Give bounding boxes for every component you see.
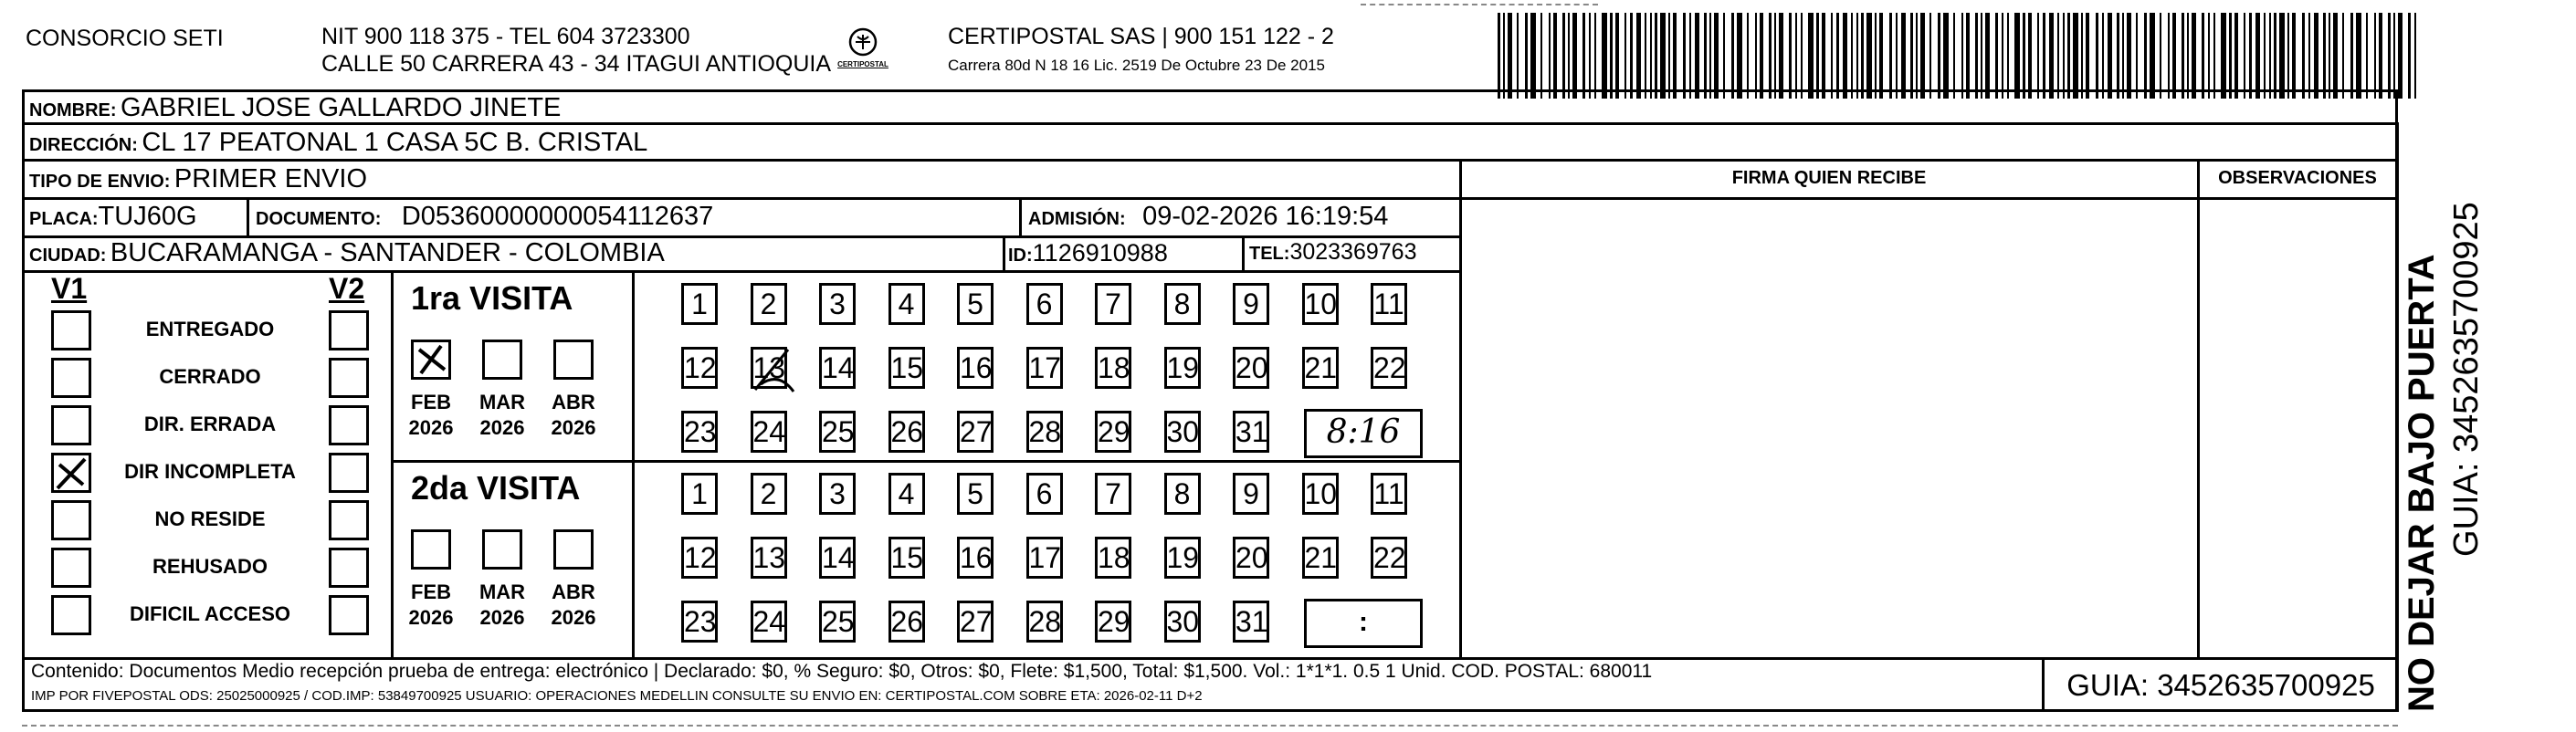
day-box[interactable]: 30 (1164, 601, 1201, 643)
checklist-label: REHUSADO (152, 555, 268, 578)
day-box[interactable]: 24 (751, 601, 787, 643)
footer-imp-line: IMP POR FIVEPOSTAL ODS: 25025000925 / COD.IMP: 53849700925 USUARIO: OPERACIONES MEDELLIN CONSULTE SU ENVIO EN: CERTIPOSTAL.COM SOBRE ETA: 2026-02-11 D+2 (31, 688, 1203, 704)
day-box[interactable]: 30 (1164, 411, 1201, 453)
v2-header: V2 (329, 272, 365, 305)
day-box[interactable]: 4 (888, 283, 925, 325)
carrier-line: CERTIPOSTAL SAS | 900 151 122 - 2 (948, 24, 1334, 49)
v2-checkbox[interactable] (329, 453, 369, 493)
year-label: 2026 (408, 416, 454, 439)
tel-field (1249, 239, 1416, 266)
ciudad-label: CIUDAD: (29, 246, 107, 266)
v2-checkbox[interactable] (329, 310, 369, 350)
month-label: FEB (411, 580, 451, 603)
year-label: 2026 (408, 606, 454, 629)
placa-field (29, 202, 197, 232)
day-box[interactable]: 7 (1095, 473, 1131, 515)
day-box[interactable]: 14 (819, 347, 856, 389)
day-box[interactable]: 4 (888, 473, 925, 515)
day-box[interactable]: 2 (751, 473, 787, 515)
year-label: 2026 (551, 416, 596, 439)
month-label: MAR (478, 391, 526, 413)
day-box[interactable]: 22 (1371, 537, 1407, 579)
direccion-row (29, 128, 647, 158)
visita1-time-box[interactable] (1304, 409, 1423, 458)
signature-area[interactable] (1463, 201, 2195, 655)
month-label: FEB (411, 391, 451, 413)
day-box[interactable]: 12 (681, 347, 718, 389)
day-box[interactable]: 1 (681, 283, 718, 325)
day-box[interactable]: 12 (681, 537, 718, 579)
v2-checkbox[interactable] (329, 595, 369, 635)
day-box[interactable]: 18 (1095, 537, 1131, 579)
day-box[interactable]: 10 (1302, 473, 1339, 515)
no-dejar-bajo-puerta: NO DEJAR BAJO PUERTA (2402, 254, 2442, 712)
id-value: 1126910988 (1032, 239, 1168, 267)
v1-checkbox[interactable] (51, 405, 91, 445)
year-label: 2026 (551, 606, 596, 629)
month-label: ABR (552, 391, 595, 413)
tipo-label: TIPO DE ENVIO: (29, 172, 171, 192)
observaciones-header: OBSERVACIONES (2218, 168, 2377, 188)
guia-vertical: GUIA: 3452635700925 (2447, 202, 2486, 557)
ciudad-field (29, 238, 665, 268)
month-checkbox-feb[interactable] (411, 340, 451, 380)
day-box[interactable]: 18 (1095, 347, 1131, 389)
placa-label: PLACA: (29, 209, 99, 229)
placa-value: TUJ60G (98, 202, 197, 231)
visita1-title: 1ra VISITA (411, 279, 573, 317)
month-checkbox-abr[interactable] (553, 340, 594, 380)
license-line: Carrera 80d N 18 16 Lic. 2519 De Octubre 23 De 2015 (948, 57, 1325, 74)
day-box[interactable]: 19 (1164, 537, 1201, 579)
bottom-cut-line (22, 725, 2398, 727)
day-box[interactable]: 11 (1371, 283, 1407, 325)
v1-header: V1 (51, 272, 88, 305)
admision-label: ADMISIÓN: (1028, 209, 1126, 229)
day-box[interactable]: 7 (1095, 283, 1131, 325)
day-box[interactable]: 21 (1302, 347, 1339, 389)
firma-header: FIRMA QUIEN RECIBE (1731, 168, 1927, 188)
direccion-value: CL 17 PEATONAL 1 CASA 5C B. CRISTAL (142, 128, 648, 157)
day-box[interactable]: 29 (1095, 411, 1131, 453)
tipo-envio-row (29, 164, 367, 194)
checklist-label: CERRADO (159, 365, 261, 388)
day-box[interactable]: 19 (1164, 347, 1201, 389)
id-field (1008, 239, 1168, 267)
day-box[interactable]: 17 (1026, 537, 1063, 579)
day-box[interactable]: 5 (957, 473, 994, 515)
day-box[interactable]: 15 (888, 537, 925, 579)
day-box[interactable]: 3 (819, 283, 856, 325)
v1-checkbox[interactable] (51, 453, 91, 493)
month-checkbox-abr[interactable] (553, 529, 594, 570)
v1-checkbox[interactable] (51, 548, 91, 588)
visita2-time-box[interactable] (1304, 599, 1423, 648)
documento-label: DOCUMENTO: (256, 209, 382, 229)
day-box[interactable]: 11 (1371, 473, 1407, 515)
tel-label: TEL: (1249, 244, 1290, 264)
nombre-row (29, 93, 561, 123)
day-box[interactable]: 13 (751, 537, 787, 579)
checklist-label: DIR. ERRADA (143, 413, 277, 435)
checklist-label: ENTREGADO (145, 318, 275, 340)
day-box[interactable]: 23 (681, 601, 718, 643)
day-box[interactable]: 14 (819, 537, 856, 579)
month-checkbox-mar[interactable] (482, 529, 522, 570)
month-checkbox-feb[interactable] (411, 529, 451, 570)
day-box[interactable]: 3 (819, 473, 856, 515)
ciudad-value: BUCARAMANGA - SANTANDER - COLOMBIA (110, 238, 665, 267)
checklist-label: DIR INCOMPLETA (124, 460, 296, 483)
day-box[interactable]: 25 (819, 601, 856, 643)
day-box[interactable]: 31 (1233, 601, 1269, 643)
day-box[interactable]: 21 (1302, 537, 1339, 579)
day-box[interactable]: 16 (957, 347, 994, 389)
footer-contenido: Contenido: Documentos Medio recepción prueba de entrega: electrónico | Declarado: $0, % Seguro: $0, Otros: $0, Flete: $1,500, Total: $1,500. Vol.: 1*1*1. 0.5 1 Unid. COD. POSTAL: 680011 (31, 661, 1653, 682)
day-box[interactable]: 8 (1164, 283, 1201, 325)
year-label: 2026 (479, 416, 525, 439)
day-box[interactable]: 25 (819, 411, 856, 453)
month-label: ABR (552, 580, 595, 603)
top-cut-line (1361, 4, 1598, 5)
year-label: 2026 (479, 606, 525, 629)
v1-checkbox[interactable] (51, 595, 91, 635)
day-box[interactable]: 13 (751, 347, 787, 389)
v1-checkbox[interactable] (51, 310, 91, 350)
v1-checkbox[interactable] (51, 500, 91, 540)
visita2-time: : (1359, 607, 1368, 637)
admision-value: 09-02-2026 16:19:54 (1142, 202, 1389, 231)
day-box[interactable]: 20 (1233, 537, 1269, 579)
day-box[interactable]: 26 (888, 601, 925, 643)
certipostal-logo (831, 22, 895, 80)
day-box[interactable]: 5 (957, 283, 994, 325)
checklist-label: DIFICIL ACCESO (129, 602, 290, 625)
logo-text: CERTIPOSTAL (837, 60, 888, 68)
day-box[interactable]: 15 (888, 347, 925, 389)
month-checkbox-mar[interactable] (482, 340, 522, 380)
tipo-value: PRIMER ENVIO (173, 164, 368, 193)
day-box[interactable]: 16 (957, 537, 994, 579)
day-box[interactable]: 22 (1371, 347, 1407, 389)
month-label: MAR (478, 580, 526, 603)
day-box[interactable]: 6 (1026, 283, 1063, 325)
day-box[interactable]: 26 (888, 411, 925, 453)
address-line: CALLE 50 CARRERA 43 - 34 ITAGUI ANTIOQUIA (321, 51, 832, 77)
day-box[interactable]: 20 (1233, 347, 1269, 389)
day-box[interactable]: 24 (751, 411, 787, 453)
day-box[interactable]: 28 (1026, 601, 1063, 643)
day-box[interactable]: 9 (1233, 283, 1269, 325)
id-label: ID: (1008, 246, 1033, 266)
v1-checkbox[interactable] (51, 358, 91, 398)
day-box[interactable]: 17 (1026, 347, 1063, 389)
day-box[interactable]: 29 (1095, 601, 1131, 643)
documento-field (256, 202, 713, 232)
v2-checkbox[interactable] (329, 405, 369, 445)
barcode (1498, 13, 2429, 99)
day-box[interactable]: 31 (1233, 411, 1269, 453)
day-box[interactable]: 8 (1164, 473, 1201, 515)
day-box[interactable]: 6 (1026, 473, 1063, 515)
checklist-label: NO RESIDE (154, 507, 266, 530)
day-box[interactable]: 10 (1302, 283, 1339, 325)
direccion-label: DIRECCIÓN: (29, 135, 138, 155)
v2-checkbox[interactable] (329, 358, 369, 398)
visita1-time: 8:16 (1326, 413, 1401, 451)
company-name: CONSORCIO SETI (26, 26, 224, 51)
documento-value: D05360000000054112637 (401, 202, 714, 231)
v2-checkbox[interactable] (329, 548, 369, 588)
day-box[interactable]: 27 (957, 411, 994, 453)
nombre-value: GABRIEL JOSE GALLARDO JINETE (121, 93, 562, 122)
tel-value: 3023369763 (1289, 239, 1417, 265)
day-box[interactable]: 9 (1233, 473, 1269, 515)
day-box[interactable]: 27 (957, 601, 994, 643)
footer-guia: GUIA: 3452635700925 (2066, 668, 2375, 702)
nit-line: NIT 900 118 375 - TEL 604 3723300 (321, 24, 690, 49)
visita2-title: 2da VISITA (411, 469, 581, 507)
v2-checkbox[interactable] (329, 500, 369, 540)
day-box[interactable]: 23 (681, 411, 718, 453)
day-box[interactable]: 28 (1026, 411, 1063, 453)
nombre-label: NOMBRE: (29, 100, 117, 120)
day-box[interactable]: 1 (681, 473, 718, 515)
day-box[interactable]: 2 (751, 283, 787, 325)
observaciones-area[interactable] (2201, 201, 2394, 655)
admision-field (1028, 202, 1388, 232)
